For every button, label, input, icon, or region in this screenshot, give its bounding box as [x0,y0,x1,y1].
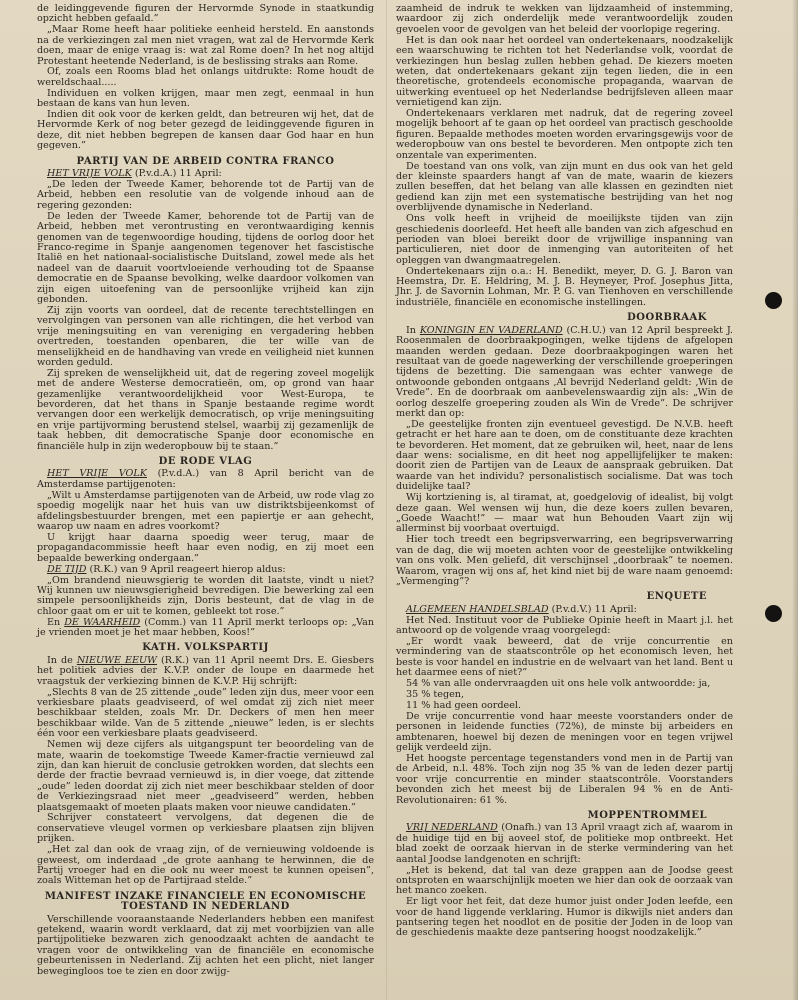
page-edge-shadow [792,0,798,1000]
paragraph-text: Ondertekenaars verklaren met nadruk, dat de regering zoveel mogelijk behoort af te gaan op het oordeel van practisch geschoolde figuren. Bepaalde methodes moeten worden ervaringsgewijs voor de wederopbouw van ons bestel te bevorderen. Men ontpopte zich ten onzentale van experimenten. [396,108,733,161]
section-heading: DOORBRAAK [627,312,707,324]
paragraph [37,4,374,25]
newspaper-source: DE TIJD [47,563,87,575]
paragraph [396,897,733,939]
paragraph [37,369,374,452]
paragraph [396,637,733,679]
paragraph-text: Hier toch treedt een begripsverwarring, een begripsverwarring van de dag, die wij moeten achten voor de geestelijke ontwikkeling van ons volk. Men geliefd, dit verschijnsel „doorbraak” te noemen. Waarom, vragen wij ons af, het kind niet bij de ware naam genoemd: „Vermenging”? [396,534,733,587]
paragraph [396,754,733,806]
section-heading: DE RODE VLAG [158,456,253,468]
paragraph [37,813,374,844]
paragraph-text: 35 % tegen, [406,689,465,700]
paragraph [396,326,733,420]
paragraph-text: In de [47,654,77,666]
paragraph [396,866,733,897]
paragraph-text: „De geestelijke fronten zijn eventueel gevestigd. De N.V.B. heeft getracht er het hare aan te doen, om de constituante deze krachten te bevorderen. Het moment, dat ze gebruiken wil, heet, naar de lens daar wens: socialisme, en dit heet nog appellijfelijker te maken: doorit zien de Partijen van de Leaux de aanspraak gebruiken. Dat waarde van het individu? personalistisch socialisme. Dat was toch duidelijke taal? [396,418,733,493]
paragraph-text: U krijgt haar daarna spoedig weer terug, maar de propagandacommissie heeft haar even nodig, en zij moet een bepaalde bewerking ondergaan.” [37,531,374,564]
paragraph [396,162,733,214]
paragraph [396,823,733,865]
paragraph [396,701,733,711]
paragraph [37,618,374,639]
paragraph [37,212,374,306]
paragraph [396,690,733,700]
paragraph [37,169,374,179]
paragraph-text: Schrijver constateert vervolgens, dat degenen die de conservatieve vleugel vormen op verkiesbare plaatsen zijn blijven prijken. [37,812,374,845]
paragraph-text: Het is dan ook naar het oordeel van ondertekenaars, noodzakelijk een waarschuwing te richten tot het Nederlandse volk, voordat de verkiezingen hun beslag zullen hebben gehad. De kiezers moeten weten, dat ondertekenaars gekant zijn tegen lieden, die in een theoretische, grotendeels economische propaganda, waarvan de uitwerking eventueel op het Nederlandse bedrijfsleven alleen maar vernietigend kan zijn. [396,34,733,109]
paragraph-text: „Maar Rome heeft haar politieke eenheid hersteld. En aanstonds na de verkiezingen zal men niet vragen, wat zal de Hervormde Kerk doen, maar de enige vraag is: wat zal Rome doen? In het nog altijd Protestant heetende Nederland, is de beslissing straks aan Rome. [37,24,374,67]
paragraph [396,4,733,35]
paragraph-text: „Slechts 8 van de 25 zittende „oude” leden zijn dus, meer voor een verkiesbare plaats geadviseerd, of wel omdat zij zich niet meer beschikbaar stelden, zoals Mr. Dr. Deckers of men hen meer beschikbaar wilde. Van de 5 zittende „nieuwe” leden, is er slechts één voor een verkiesbare plaats geadviseerd. [37,686,374,740]
paragraph [37,533,374,564]
section-heading: MOPPENTROMMEL [587,809,707,821]
newspaper-source: HET VRIJE VOLK [47,168,132,180]
paragraph-text: (C.H.U.) van 12 April bespreekt J. Roosenmalen de doorbraakpogingen, welke tijdens de afgelopen maanden werden gedaan. Deze doorbraakpogingen waren het resultaat van de goede nagewerking der verschillende groeperingen tijdens de bezetting. Die samengaan was echter vanwege de ontwoonde gebonden ontgaans ‚Al bevrijd Nederland geldt: ‚Win de Vrede”. En de doorbraak om aanbevelenswaardig zijn als: „Win de oorlog deszelfe groepering zouden als Win de Vrede”. De schrijver merkt dan op: [396,324,733,419]
paragraph [396,712,733,754]
paragraph-text: Wij kortziening is, al tiramat, at, goedgelovig of idealist, bij volgt deze gaan. Wel wensen wij hun, die deze koers zullen bevaren, „Goede Waacht!” — maar wat hun Behouden Vaart zijn wij allerminst bij voorbaat overtuigd. [396,492,733,535]
paragraph [37,180,374,211]
paragraph [37,915,374,977]
paragraph-text: De leden der Tweede Kamer, behorende tot de Partij van de Arbeid, hebben met verontrusting en verontwaardiging kennis genomen van de tegenwoordige houding, tijdens de oorlog door het Franco-regime in Spanje aangenomen tegenover het fascistische Italië en het nationaal-socialistische Duitsland, zowel mede als het nadeel van de daaruit voortvloeiende verhouding tot de Spaanse democratie en de Spaanse bevolking, welke daardoor volkomen van zijn eigen uitoefening van de persoonlijke vrijheid kan zijn gebonden. [37,210,374,305]
paragraph-text: Ondertekenaars zijn o.a.: H. Benedikt, meyer, D. G. J. Baron van Heemstra, Dr. E. Heldring, M. J. B. Heyneyer, Prof. Josephus Jitta, Jhr. J. de Savornin Lohman, Mr. P. G. van Tienhoven en verschillende industriële, financiële en economische instellingen. [396,265,733,308]
paragraph-text: „Om brandend nieuwsgierig te worden dit laatste, vindt u niet? Wij kunnen uw nieuwsgierigheid bevredigen. Die bewerking zal een simpele persoonlijkheids zijn, Doris besteunt, dat de vlag in de chloor gaat om er uit te komen, gebleekt tot rose.” [37,574,374,617]
section-heading: MANIFEST INZAKE FINANCIELE EN ECONOMISCHE TOESTAND IN NEDERLAND [44,890,367,913]
paragraph-text: (R.K.) van 11 April neemt Drs. E. Giesbers het politiek advies der K.V.P. onder de loupe en daarmede het vraagstuk der verkiezing binnen de K.V.P. Hij schrijft: [37,654,374,687]
paragraph-text: Zij spreken de wenselijkheid uit, dat de regering zoveel mogelijk met de andere Westerse democratieën, om, op grond van haar gezamenlijke verantwoordelijkheid voor West-Europa, te bevorderen, dat het thans in Spanje bestaande regime wordt vervangen door een werkelijk democratisch, op vrije meningsuiting en vrije partijvorming berustend stelsel, waarbij zij gezamenlijk de taak hebben, dit democratische Spanje door economische en financiële hulp in zijn wederopbouw bij te staan.” [37,367,374,452]
section-heading: KATH. VOLKSPARTIJ [142,642,269,654]
paragraph-text: „Er wordt vaak beweerd, dat de vrije concurrentie en vermindering van de staatscontrôle op het economisch leven, het beste is voor handel en industrie en de welvaart van het land. Bent u het daarmee eens of niet?” [396,635,733,679]
paragraph-text: De toestand van ons volk, van zijn munt en dus ook van het geld der kleinste spaarders hangt af van de mate, waarin de kiezers zullen beseffen, dat het belang van alle klassen en gezindten niet gediend kan zijn met een systematische bestrijding van het nog overblijvende dynamische in Nederland. [396,160,733,214]
paragraph-text: Ons volk heeft in vrijheid de moeilijkste tijden van zijn geschiedenis doorleefd. Het heeft alle banden van zich afgeschud en perioden van bloei bereikt door de vrijwillige inspanning van particulieren, niet door de inmenging van autoriteiten of het opleggen van dwangmaatregelen. [396,213,733,266]
punch-hole-upper [765,292,782,309]
paragraph [396,214,733,266]
paragraph [396,267,733,309]
newspaper-source: HET VRIJE VOLK [47,468,147,480]
paragraph-text: Nemen wij deze cijfers als uitgangspunt ter beoordeling van de mate, waarin de toekomstige Tweede Kamer-fractie vernieuwd zal zijn, dan kan hieruit de conclusie getrokken worden, dat slechts een derde der fractie bevraad vernieuwd is, in dier voege, dat zittende „oude” leden doordat zij zich niet meer beschikbaar stelden of door de Verkiezingsraad niet meer „geadviseerd” werden, hebben plaatsgemaakt of moeten plaats maken voor nieuwe candidaten.” [37,739,374,813]
paragraph-text: „Wilt u Amsterdamse partijgenoten van de Arbeid, uw rode vlag zo spoedig mogelijk naar het huis van uw distriktsbijeenkomst of afdelingsbestuurder brengen, met een papiertje er aan gehecht, waarop uw naam en adres voorkomt? [37,489,374,532]
paragraph [37,67,374,88]
source-meta: (R.K.) van 9 April reageert hierop aldus: [86,563,286,575]
section-heading: ENQUETE [646,591,707,603]
paragraph-text: In [406,324,420,336]
paragraph-text: „De leden der Tweede Kamer, behorende tot de Partij van de Arbeid, hebben een resolutie van de volgende inhoud aan de regering gezonden: [37,179,374,211]
punch-hole-lower [765,605,782,622]
paragraph [37,565,374,575]
paragraph-text: de leidinggevende figuren der Hervormde Synode in staatkundig opzicht hebben gefaald.” [37,3,374,25]
paragraph [396,493,733,535]
paragraph [396,679,733,689]
paragraph-text: zaamheid de indruk te wekken van lijdzaamheid of instemming, waardoor zij zich onderdelijk mede verantwoordelijk zouden gevoelen voor de gevolgen van het beleid der voorlopige regering. [396,3,733,35]
paragraph-text: 11 % had geen oordeel. [406,699,521,711]
paragraph [37,469,374,490]
paragraph-text: Of, zoals een Rooms blad het onlangs uitdrukte: Rome houdt de wereldschaal..... [37,66,374,88]
newspaper-source: VRIJ NEDERLAND [406,822,498,834]
paragraph-text: 54 % van alle ondervraagden uit ons hele volk antwoordde: ja, [406,678,711,690]
paragraph [37,576,374,618]
newspaper-source: ALGEMEEN HANDELSBLAD [406,603,549,615]
newspaper-source: DE WAARHEID [64,616,141,628]
paragraph-text: „Het zal dan ook de vraag zijn, of de vernieuwing voldoende is geweest, om inderdaad „de grote aanhang te herwinnen, die de Partij vroeger had en die ook nu weer moest te kunnen opeisen”, zoals Witteman het op de Partijraad stelde.” [37,844,374,887]
paragraph-text: En [47,616,65,628]
paragraph [37,688,374,740]
right-column [396,4,733,939]
paragraph [37,845,374,887]
paragraph-text: Het Ned. Instituut voor de Publieke Opinie heeft in Maart j.l. het antwoord op de volgende vraag voorgelegd: [396,614,733,637]
paragraph-text: Indien dit ook voor de kerken geldt, dan betreuren wij het, dat de Hervormde Kerk of nog beter gezegd de leidinggevende figuren in deze, dit niet hebben begrepen de kansen daar God haar en hun gegeven.” [37,109,374,152]
paragraph-text: Er ligt voor het feit, dat deze humor juist onder Joden leefde, een voor de hand liggende verklaring. Humor is dikwijls niet anders dan pantsering tegen het noodlot en de positie der Joden in de loop van de geschiedenis maakte deze pantsering hoogst noodzakelijk.” [396,896,733,939]
paragraph [396,36,733,109]
paragraph-text: Het hoogste percentage tegenstanders vond men in de Partij van de Arbeid, n.l. 48%. Toch zijn nog 35 % van de leden dezer partij voor vrije concurrentie en minder staatscontrôle. Voorstanders bevonden zich het meest bij de Liberalen 94 % en de Anti-Revolutionairen: 61 %. [396,752,733,806]
newspaper-source: KONINGIN EN VADERLAND [419,324,563,336]
paragraph [37,25,374,67]
source-meta: (P.v.d.A.) van 8 April bericht van de Amsterdamse partijgenoten: [37,468,375,490]
source-meta: (P.v.d.A.) 11 April: [131,168,222,180]
paragraph [37,89,374,110]
paragraph-text: Zij zijn voorts van oordeel, dat de recente terechtstellingen en vervolgingen van personen van alle richtingen, die het verbod van vrije meningsuiting en van vereniging en vergadering hebben overtreden, toestanden openbaren, die ter wille van de menselijkheid en de handhaving van vrede en veiligheid niet kunnen worden geduld. [37,304,374,368]
paragraph [396,420,733,493]
newspaper-source: NIEUWE EEUW [76,654,157,666]
source-meta: (P.v.d.V.) 11 April: [548,603,637,615]
paragraph [37,110,374,152]
paragraph [37,656,374,687]
paragraph-text: Individuen en volken krijgen, maar men zegt, eenmaal in hun bestaan de kans van hun leven. [37,87,374,110]
paragraph-text: „Het is bekend, dat tal van deze grappen aan de Joodse geest ontsproten en waarschijnlijk moeten we hier dan ook de oorzaak van het manco zoeken. [396,864,733,897]
column-gutter [386,0,387,1000]
paragraph [396,616,733,637]
paragraph [396,109,733,161]
paragraph [396,605,733,615]
paragraph-text: Verschillende vooraanstaande Nederlanders hebben een manifest getekend, waarin wordt verklaard, dat zij met voorbijzien van alle partijpolitieke bezwaren zich genoodzaakt achten de aandacht te vragen voor de ontwikkeling van de financiële en economische gebeurtenissen in Nederland. Zij achten het een plicht, niet langer bewegingloos toe te zien en door zwijg- [37,913,374,977]
paragraph [37,740,374,813]
paragraph-text: (Comm.) van 11 April merkt terloops op: „Van je vrienden moet je het maar hebben, Koos!” [37,616,375,639]
source-meta: (Onafh.) van 13 April vraagt zich af, waarom in de huidige tijd en bij aoveel stof, de politieke mop ontbreekt. Het blad zoekt de oorzaak hiervan in de sterke vermindering van het aantal Joodse landgenoten en schrijft: [396,822,733,865]
paragraph [396,535,733,587]
paragraph [37,306,374,368]
paragraph [37,491,374,533]
paragraph-text: De vrije concurrentie vond haar meeste voorstanders onder de personen in leidende functies (72%), de minste bij arbeiders en ambtenaren, hoewel bij dezen de meningen voor en tegen vrijwel gelijk verdeeld zijn. [396,710,733,754]
section-heading: PARTIJ VAN DE ARBEID CONTRA FRANCO [76,155,335,167]
left-column [37,4,374,978]
